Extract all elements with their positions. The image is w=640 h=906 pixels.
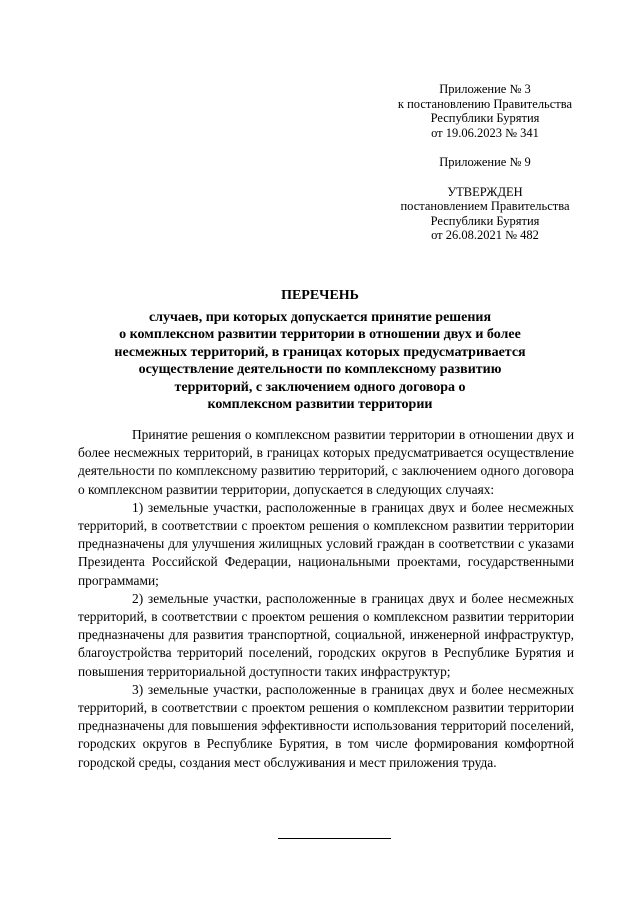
approved-block	[360, 185, 610, 243]
appendix-3-republic: Республики Бурятия	[430, 111, 540, 125]
document-body	[78, 426, 574, 772]
case-2-paragraph: 2) земельные участки, расположенные в границах двух и более несмежных территорий, в соответствии с проектом решения о комплексном развитии территории предназначены для развития транспортной, социальной, инженерной инфраструктур, благоустройства территорий поселений, городских округов в Республике Бурятия и повышения территориальной доступности таких инфраструктур;	[78, 590, 574, 679]
title-heading: ПЕРЕЧЕНЬ	[281, 288, 359, 303]
approved-by-resolution: постановлением Правительства	[400, 199, 570, 213]
document-title	[60, 287, 580, 414]
case-3-paragraph: 3) земельные участки, расположенные в границах двух и более несмежных территорий, в соответствии с проектом решения о комплексном развитии территории предназначены для повышения эффективности использования территорий поселений, городских округов в Республике Бурятия, в том числе формирования комфортной городской среды, создания мест обслуживания и мест приложения труда.	[78, 681, 574, 770]
approved-republic: Республики Бурятия	[430, 213, 540, 228]
title-line: случаев, при которых допускается принятие решения	[148, 309, 492, 325]
appendix-3-to-resolution: к постановлению Правительства	[397, 96, 573, 111]
approved-label: УТВЕРЖДЕН	[447, 184, 523, 199]
appendix-9-number: Приложение № 9	[439, 155, 531, 169]
title-line: комплексном развитии территории	[207, 397, 433, 412]
title-line: территорий, с заключением одного договора о	[174, 379, 466, 395]
appendix-3-block	[360, 82, 610, 140]
case-1-paragraph: 1) земельные участки, расположенные в границах двух и более несмежных территорий, в соответствии с проектом решения о комплексном развитии территории предназначены для улучшения жилищных условий граждан в соответствии с указами Президента Российской Федерации, национальными проектами, государственными программами;	[78, 499, 574, 588]
appendix-3-number: Приложение № 3	[439, 82, 531, 96]
intro-paragraph: Принятие решения о комплексном развитии территории в отношении двух и более несмежных территорий, в границах которых предусматривается осуществление деятельности по комплексному развитию территорий, с заключением одного договора о комплексном развитии территории, допускается в следующих случаях:	[78, 427, 574, 497]
approved-date: от 26.08.2021 № 482	[431, 228, 539, 242]
title-line: несмежных территорий, в границах которых предусматривается	[114, 344, 526, 360]
title-line: осуществление деятельности по комплексному развитию	[138, 362, 502, 377]
title-line: о комплексном развитии территории в отношении двух и более	[119, 327, 521, 342]
appendix-3-date: от 19.06.2023 № 341	[431, 125, 539, 140]
approval-header	[360, 82, 610, 243]
appendix-9-block	[360, 155, 610, 170]
end-divider-line	[278, 838, 391, 839]
